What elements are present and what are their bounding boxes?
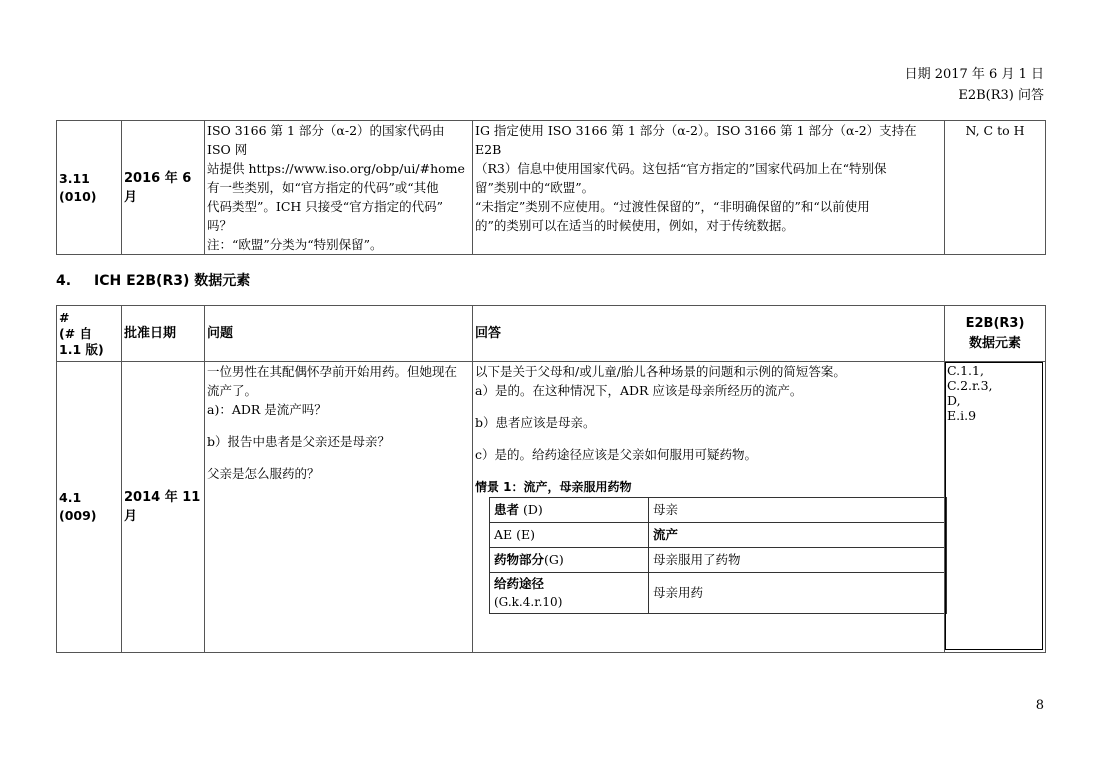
question-item: b）报告中患者是父亲还是母亲？ <box>207 434 391 449</box>
table-header-row <box>57 306 1046 362</box>
scenario-value: 母亲用药 <box>649 573 947 614</box>
scenario-value: 母亲 <box>649 498 947 523</box>
question-item: a)：ADR 是流产吗？ <box>207 402 327 417</box>
header-doc-title: E2B(R3) 问答 <box>958 88 1044 103</box>
scenario-row <box>490 573 947 614</box>
scenario-value: 流产 <box>649 523 947 548</box>
question-line: 站提供 https://www.iso.org/obp/ui/#home <box>207 161 465 176</box>
answer-item: c）是的。给药途径应该是父亲如何服用可疑药物。 <box>475 447 758 462</box>
scenario-key <box>490 498 649 523</box>
scenario-key-code: (D) <box>523 502 543 517</box>
header-elements-line: E2B(R3) <box>965 315 1025 331</box>
scenario-table <box>489 497 947 614</box>
section-number: 4. <box>56 273 72 289</box>
row-answer <box>473 121 945 255</box>
row-elements <box>945 362 1046 653</box>
scenario-row <box>490 498 947 523</box>
question-line: ISO 3166 第 1 部分（α-2）的国家代码由 ISO 网 <box>207 123 445 157</box>
scenario-key-label: 给药途径 <box>494 576 545 591</box>
scenario-row <box>490 548 947 573</box>
question-line: 流产了。 <box>207 383 258 398</box>
answer-line: 的”的类别可以在适当的时候使用，例如，对于传统数据。 <box>475 218 794 233</box>
table-row <box>57 362 1046 653</box>
row-question <box>205 121 473 255</box>
scenario-title: 情景 1：流产，母亲服用药物 <box>475 480 632 494</box>
header-answer: 回答 <box>473 306 945 362</box>
element-code: C.1.1, <box>947 363 984 378</box>
elements-box <box>945 362 1043 650</box>
table-row <box>57 121 1046 255</box>
answer-line: IG 指定使用 ISO 3166 第 1 部分（α-2）。ISO 3166 第 1 部分（α-2）支持在 E2B <box>475 123 917 157</box>
question-line: 一位男性在其配偶怀孕前开始用药。但她现在 <box>207 364 458 379</box>
answer-item: a）是的。在这种情况下，ADR 应该是母亲所经历的流产。 <box>475 383 803 398</box>
section-title: ICH E2B(R3) 数据元素 <box>94 273 251 289</box>
answer-line: “未指定”类别不应使用。“过渡性保留的”，“非明确保留的”和“以前使用 <box>475 199 870 214</box>
page-header <box>905 64 1044 106</box>
element-code: E.i.9 <box>947 408 977 423</box>
section-heading <box>56 270 250 290</box>
row-number-line: (010) <box>59 188 97 204</box>
scenario-key-code: (G) <box>544 552 564 567</box>
scenario-key <box>490 573 649 614</box>
row-date: 2016 年 6 月 <box>122 121 205 255</box>
header-date: 日期 2017 年 6 月 1 日 <box>904 67 1044 82</box>
question-line: 有一些类别，如“官方指定的代码”或“其他 <box>207 180 439 195</box>
answer-line: 留”类别中的“欧盟”。 <box>475 180 595 195</box>
scenario-key-label: 药物部分 <box>494 552 545 567</box>
element-code: C.2.r.3, <box>947 378 993 393</box>
header-approval-date: 批准日期 <box>122 306 205 362</box>
question-line: 吗？ <box>207 218 233 233</box>
question-line: 代码类型”。ICH 只接受“官方指定的代码” <box>207 199 444 214</box>
answer-item: b）患者应该是母亲。 <box>475 415 596 430</box>
answer-intro: 以下是关于父母和/或儿童/胎儿各种场景的问题和示例的简短答案。 <box>475 364 846 379</box>
scenario-key: AE (E) <box>490 523 649 548</box>
row-number <box>57 121 122 255</box>
question-line: 注：“欧盟”分类为“特别保留”。 <box>207 237 383 252</box>
header-number-line: 1.1 版) <box>59 341 104 357</box>
row-number-line: 3.11 <box>59 170 90 186</box>
row-question <box>205 362 473 653</box>
row-elements: N, C to H <box>945 121 1046 255</box>
scenario-key-label: 患者 <box>494 502 520 517</box>
row-answer <box>473 362 945 653</box>
qa-table-continued <box>56 120 1046 255</box>
element-code: D, <box>947 393 961 408</box>
row-number <box>57 362 122 653</box>
header-elements-line: 数据元素 <box>968 335 1021 351</box>
header-number-line: (# 自 <box>59 325 93 341</box>
row-date: 2014 年 11 月 <box>122 362 205 653</box>
data-elements-table <box>56 305 1046 653</box>
row-number-line: 4.1 <box>59 490 82 505</box>
question-item: 父亲是怎么服药的？ <box>207 466 320 481</box>
scenario-key-code: (G.k.4.r.10) <box>494 595 563 609</box>
row-number-line: (009) <box>59 508 97 523</box>
header-number-line: # <box>59 309 70 325</box>
header-elements <box>945 306 1046 362</box>
scenario-value: 母亲服用了药物 <box>649 548 947 573</box>
header-number <box>57 306 122 362</box>
scenario-key <box>490 548 649 573</box>
header-question: 问题 <box>205 306 473 362</box>
page-number: 8 <box>1035 698 1044 713</box>
scenario-row <box>490 523 947 548</box>
answer-line: （R3）信息中使用国家代码。这包括“官方指定的”国家代码加上在“特别保 <box>475 161 887 176</box>
